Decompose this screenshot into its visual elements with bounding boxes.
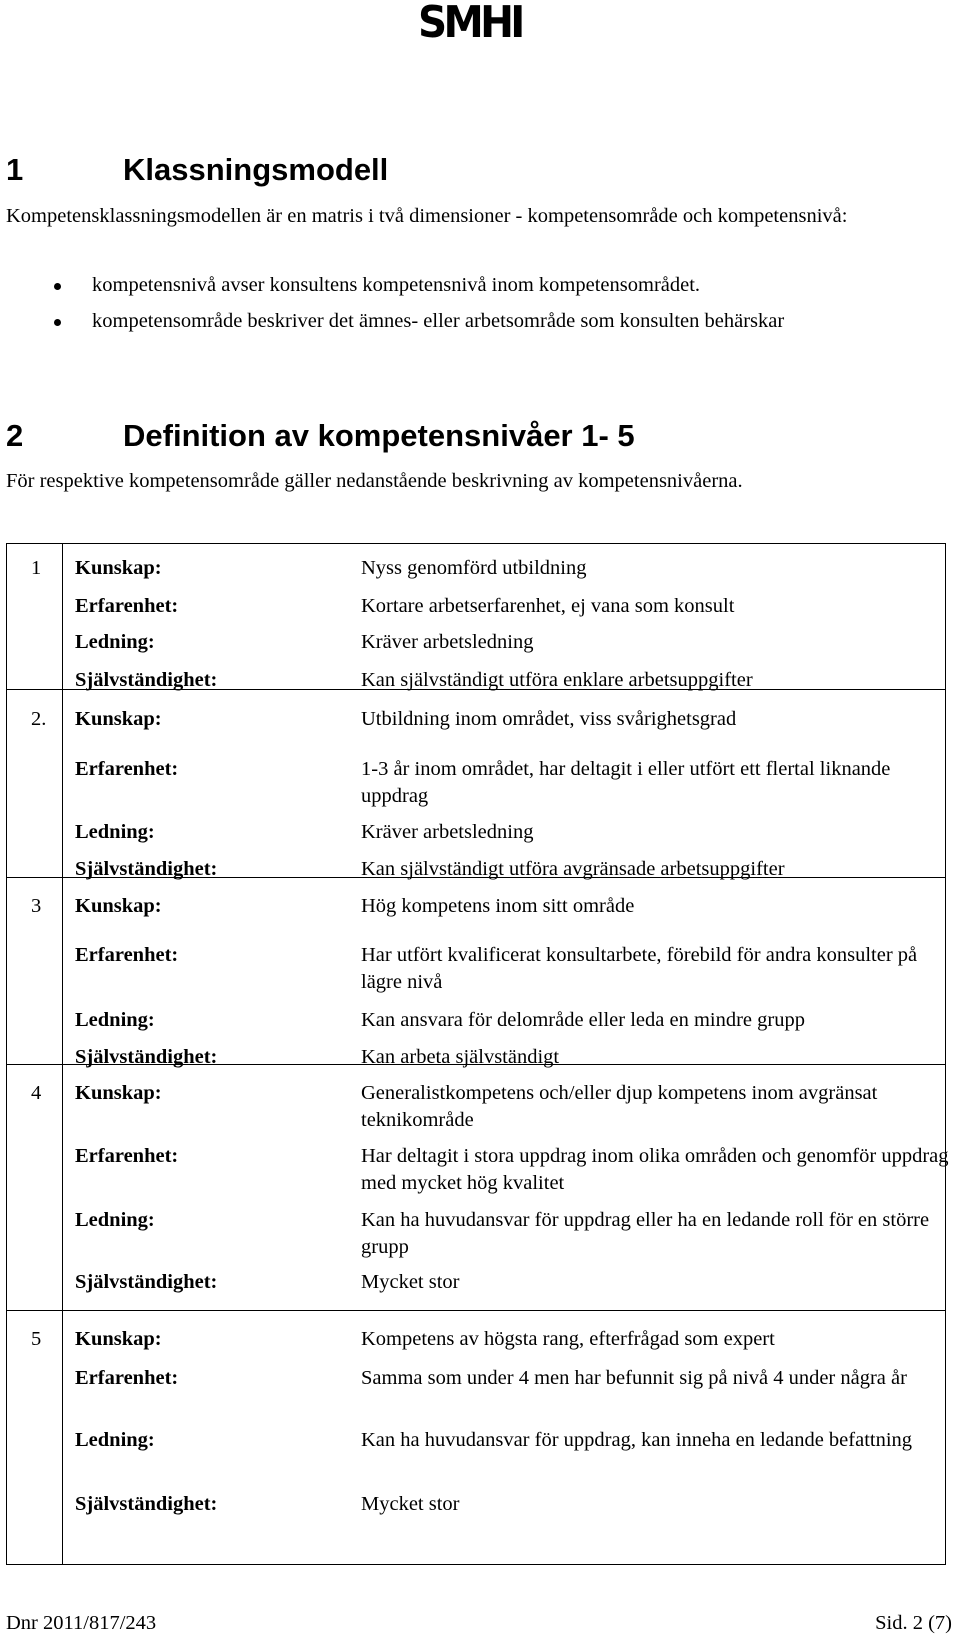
criterion-value: Kan arbeta självständigt bbox=[361, 1046, 560, 1068]
level-number: 2. bbox=[31, 708, 47, 730]
criterion-value: Har utfört kvalificerat konsultarbete, förebild för andra konsulter på lägre nivå bbox=[361, 944, 918, 993]
criterion-value: Kan självständigt utföra enklare arbetsuppgifter bbox=[361, 669, 753, 691]
criterion-label: Kunskap: bbox=[75, 708, 162, 730]
criterion-label: Ledning: bbox=[75, 821, 155, 843]
criterion-value: Kräver arbetsledning bbox=[361, 821, 534, 843]
section-2-heading bbox=[6, 418, 635, 454]
criterion-value: Nyss genomförd utbildning bbox=[361, 557, 587, 579]
criterion-label: Erfarenhet: bbox=[75, 758, 179, 780]
criterion-value: Kan självständigt utföra avgränsade arbetsuppgifter bbox=[361, 858, 785, 880]
criterion-label: Kunskap: bbox=[75, 1328, 162, 1350]
criterion-value: Generalistkompetens och/eller djup kompetens inom avgränsat teknikområde bbox=[361, 1082, 878, 1131]
criterion-label: Erfarenhet: bbox=[75, 595, 179, 617]
criterion-label: Erfarenhet: bbox=[75, 944, 179, 966]
criterion-label: Självständighet: bbox=[75, 669, 218, 691]
criterion-value: Kräver arbetsledning bbox=[361, 631, 534, 653]
criterion-label: Kunskap: bbox=[75, 557, 162, 579]
bullet-icon bbox=[54, 319, 61, 326]
criterion-value: 1-3 år inom området, har deltagit i eller utfört ett flertal liknande uppdrag bbox=[361, 758, 891, 807]
criterion-label: Erfarenhet: bbox=[75, 1145, 179, 1167]
bullet-icon bbox=[54, 283, 61, 290]
competence-level-table bbox=[6, 543, 949, 1565]
section-1-title: Klassningsmodell bbox=[123, 152, 389, 187]
level-number: 3 bbox=[31, 895, 42, 917]
criterion-label: Kunskap: bbox=[75, 1082, 162, 1104]
criterion-label: Självständighet: bbox=[75, 1271, 218, 1293]
level-number: 4 bbox=[31, 1082, 42, 1104]
criterion-value: Hög kompetens inom sitt område bbox=[361, 895, 635, 917]
bullet-text: kompetensnivå avser konsultens kompetensnivå inom kompetensområdet. bbox=[92, 274, 701, 296]
criterion-label: Erfarenhet: bbox=[75, 1367, 179, 1389]
criterion-label: Ledning: bbox=[75, 1429, 155, 1451]
level-number: 1 bbox=[31, 557, 42, 579]
level-number: 5 bbox=[31, 1328, 42, 1350]
criterion-label: Ledning: bbox=[75, 631, 155, 653]
criterion-label: Kunskap: bbox=[75, 895, 162, 917]
page-number: Sid. 2 (7) bbox=[875, 1612, 952, 1634]
section-1-intro: Kompetensklassningsmodellen är en matris i två dimensioner - kompetensområde och kompetensnivå: bbox=[6, 205, 848, 227]
section-1-heading bbox=[6, 152, 388, 188]
criterion-value: Samma som under 4 men har befunnit sig på nivå 4 under några år bbox=[361, 1367, 907, 1389]
criterion-value: Kortare arbetserfarenhet, ej vana som konsult bbox=[361, 595, 735, 617]
section-1-number: 1 bbox=[6, 152, 24, 187]
criterion-value: Mycket stor bbox=[361, 1493, 460, 1515]
bullet-text: kompetensområde beskriver det ämnes- eller arbetsområde som konsulten behärskar bbox=[92, 310, 785, 332]
criterion-label: Ledning: bbox=[75, 1209, 155, 1231]
criterion-label: Självständighet: bbox=[75, 1493, 218, 1515]
section-2-intro: För respektive kompetensområde gäller nedanstående beskrivning av kompetensnivåerna. bbox=[6, 470, 743, 492]
smhi-logo: SMHI bbox=[418, 0, 522, 48]
row-divider bbox=[7, 1310, 945, 1311]
criterion-value: Har deltagit i stora uppdrag inom olika områden och genomför uppdrag med mycket hög kvalitet bbox=[361, 1145, 949, 1194]
criterion-value: Utbildning inom området, viss svårighetsgrad bbox=[361, 708, 737, 730]
criterion-value: Kompetens av högsta rang, efterfrågad som expert bbox=[361, 1328, 775, 1350]
criterion-value: Kan ha huvudansvar för uppdrag eller ha en ledande roll för en större grupp bbox=[361, 1209, 930, 1258]
criterion-label: Ledning: bbox=[75, 1009, 155, 1031]
criterion-label: Självständighet: bbox=[75, 1046, 218, 1068]
criterion-value: Kan ha huvudansvar för uppdrag, kan inneha en ledande befattning bbox=[361, 1429, 913, 1451]
column-divider bbox=[62, 544, 63, 1564]
section-2-title: Definition av kompetensnivåer 1- 5 bbox=[123, 418, 635, 453]
criterion-value: Mycket stor bbox=[361, 1271, 460, 1293]
document-number: Dnr 2011/817/243 bbox=[6, 1612, 157, 1634]
criterion-value: Kan ansvara för delområde eller leda en mindre grupp bbox=[361, 1009, 805, 1031]
section-2-number: 2 bbox=[6, 418, 24, 453]
criterion-label: Självständighet: bbox=[75, 858, 218, 880]
